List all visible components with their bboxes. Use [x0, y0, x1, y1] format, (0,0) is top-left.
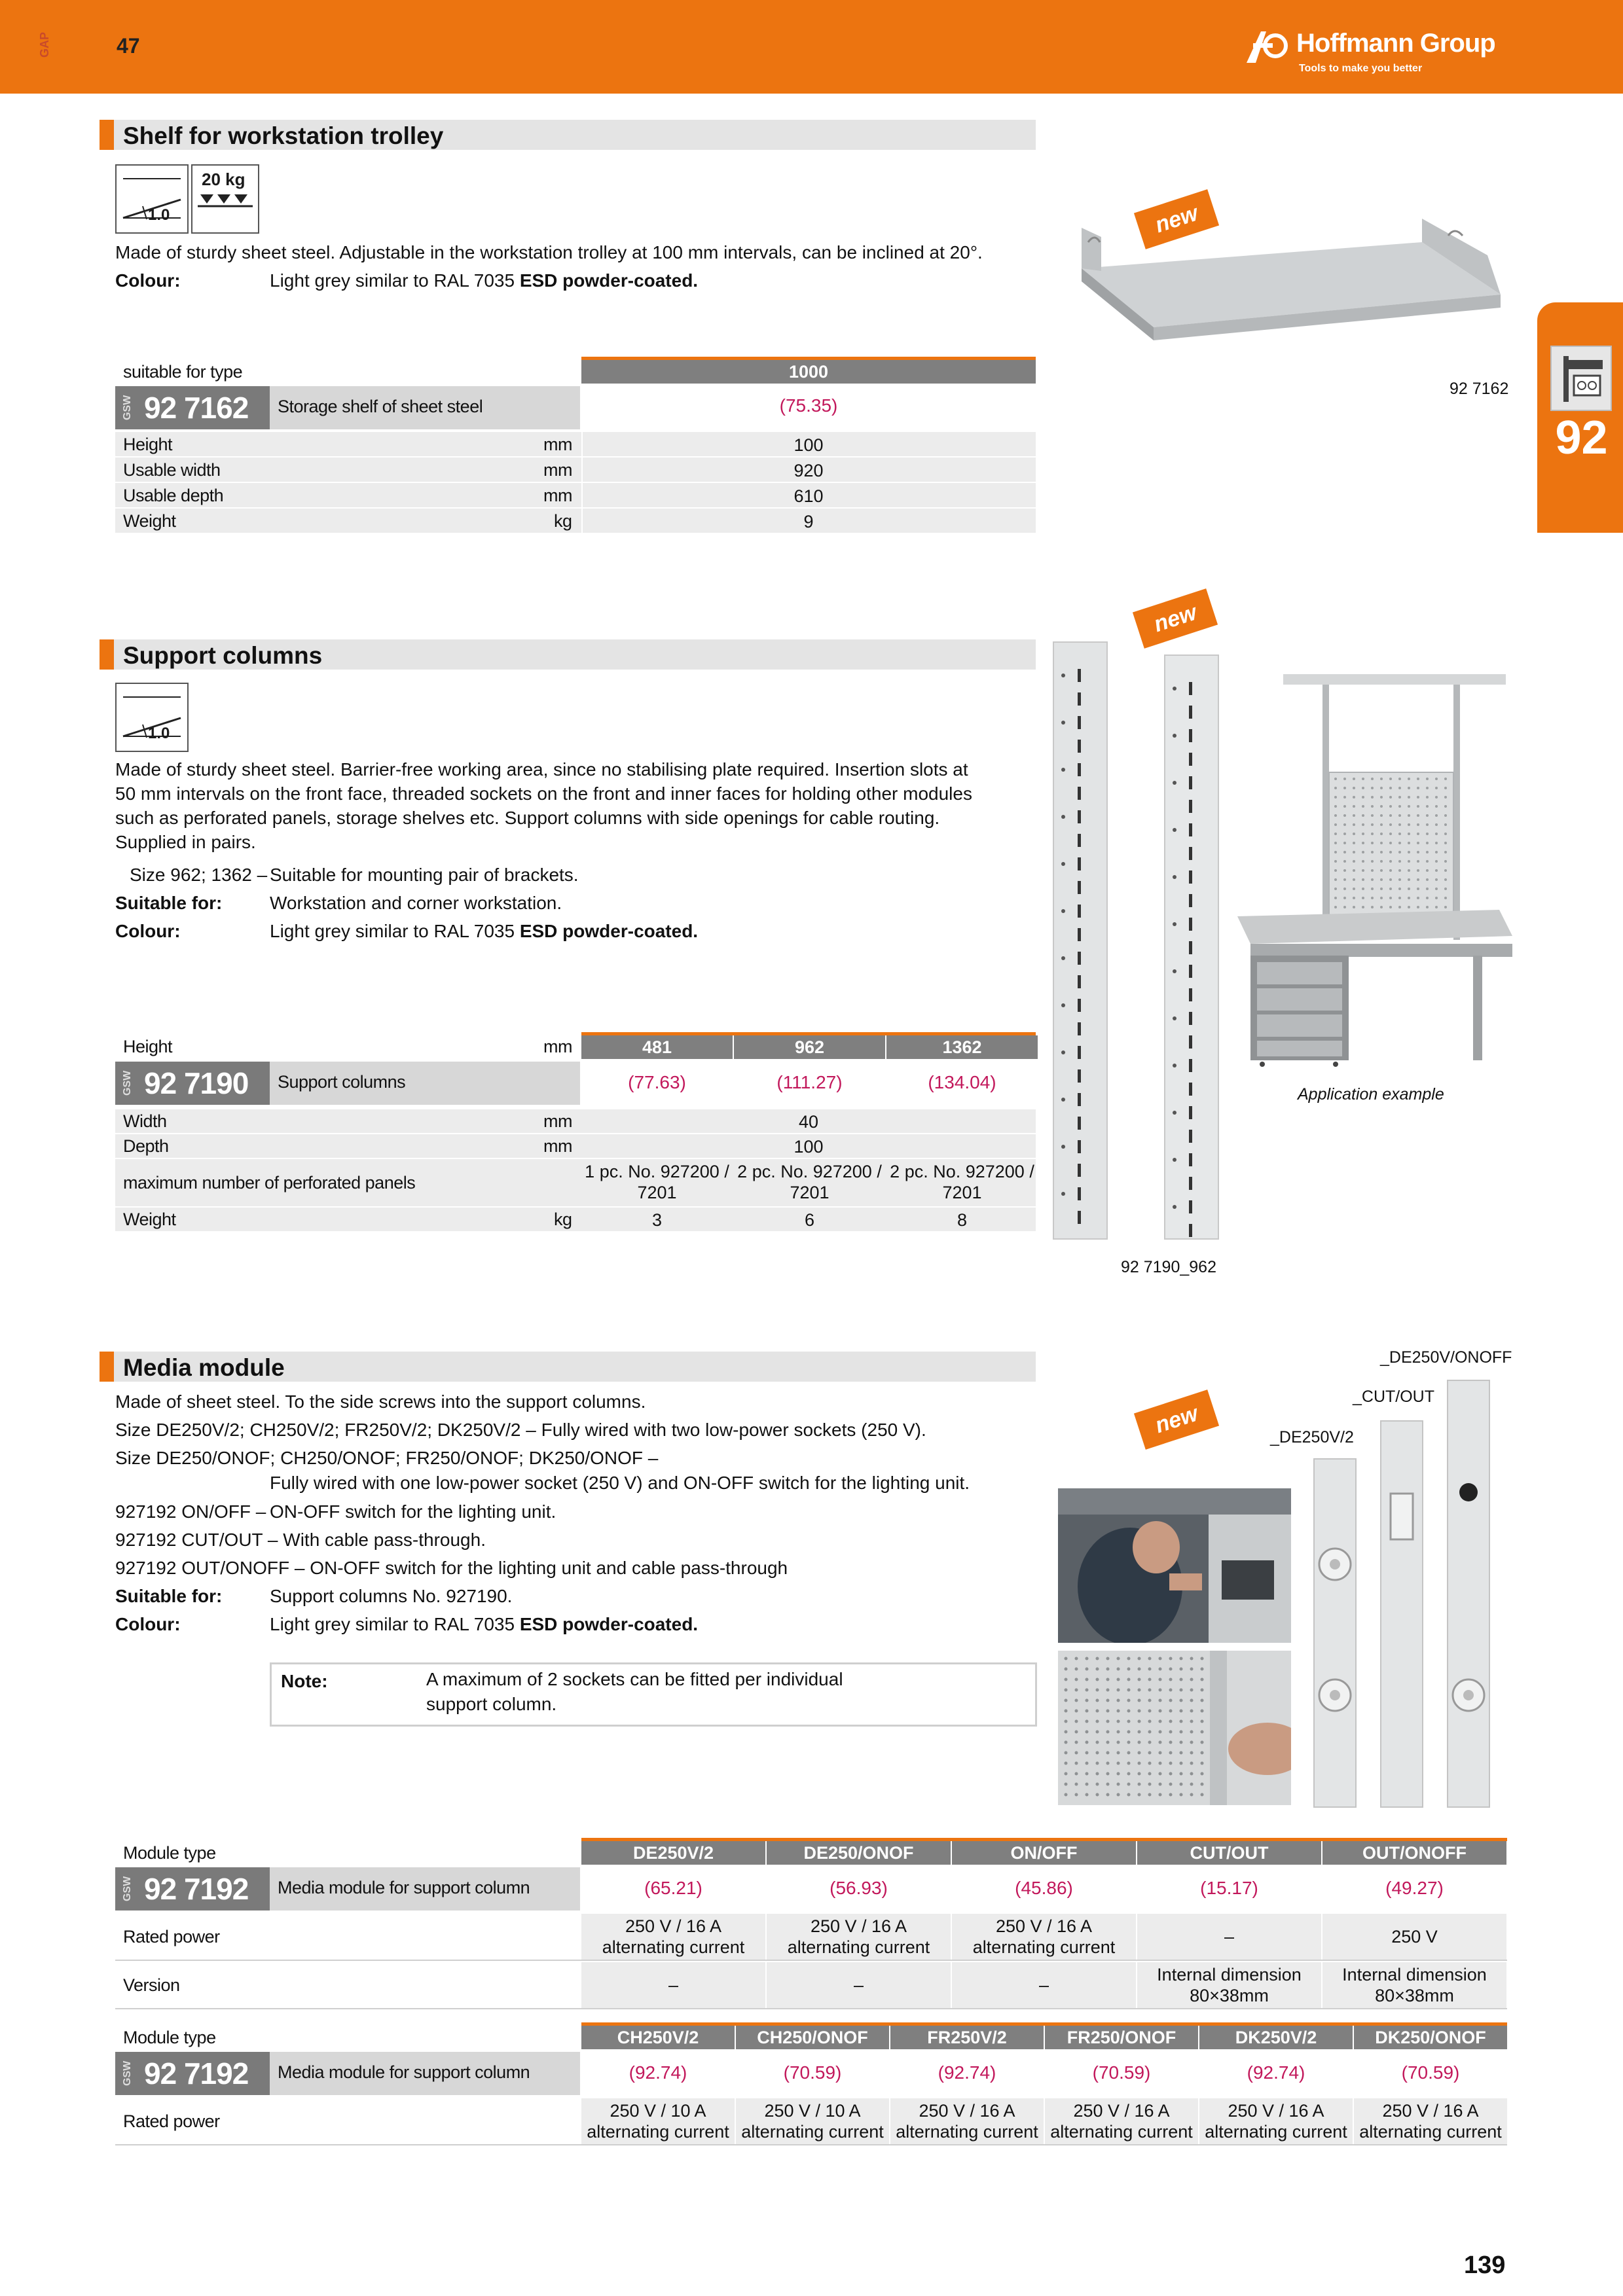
price-value: (45.86)	[1015, 1878, 1073, 1898]
note-label: Note:	[281, 1671, 328, 1691]
rated-value	[890, 2100, 1044, 2142]
application-example-image	[1231, 674, 1512, 1067]
depth-unit: mm	[543, 1136, 572, 1156]
columns-desc-line-3: such as perforated panels, storage shelves etc. Support columns with side openings for cable routing.	[115, 808, 940, 828]
size-header: 1362	[886, 1035, 1038, 1059]
price-value: (92.74)	[1247, 2062, 1305, 2083]
note-line-1: A maximum of 2 sockets can be fitted per individual	[426, 1669, 843, 1689]
media-suitable-value: Support columns No. 927190.	[270, 1586, 513, 1606]
colour-text: Light grey similar to RAL 7035	[270, 921, 520, 941]
shelf-product-image	[1055, 216, 1514, 360]
spec-unit: mm	[543, 460, 572, 480]
price-value: (56.93)	[830, 1878, 888, 1898]
brand-tagline: Tools to make you better	[1299, 63, 1423, 74]
panels-value	[886, 1161, 1038, 1203]
support-column-image-left	[1053, 641, 1108, 1240]
media-photo-bottom	[1058, 1651, 1291, 1805]
media-module-image-cut-out	[1380, 1420, 1423, 1808]
brand-logo	[1244, 20, 1519, 79]
version-value	[1137, 1964, 1321, 2006]
cell-line-1: 2 pc. No. 927200 /	[737, 1162, 882, 1181]
media-colour-value	[270, 1610, 698, 1638]
cell-line-1: 250 V / 10 A	[764, 2101, 861, 2121]
tilt-value: 1.0	[148, 206, 170, 224]
article-number: 92 7192	[144, 2056, 249, 2090]
section-title: Shelf for workstation trolley	[123, 122, 444, 149]
page-number-bottom: 139	[1464, 2251, 1506, 2279]
note-line-2: support column.	[426, 1694, 557, 1714]
new-badge: new	[1134, 1390, 1219, 1450]
module-type-header: ON/OFF	[952, 1841, 1136, 1865]
price-value: (70.59)	[783, 2062, 842, 2083]
media-opt1-value: ON-OFF switch for the lighting unit.	[270, 1501, 556, 1522]
rated-value	[736, 2100, 889, 2142]
article-desc-text: Storage shelf of sheet steel	[278, 397, 483, 416]
row-sep	[115, 2144, 1507, 2145]
cell-line-2: alternating current	[787, 1937, 930, 1957]
shelf-colour-label: Colour:	[115, 270, 181, 291]
module-type-header: FR250V/2	[890, 2026, 1044, 2049]
module-type-label: Module type	[123, 1843, 216, 1863]
chapter-number: 92	[1555, 412, 1608, 464]
columns-desc-line-4: Supplied in pairs.	[115, 832, 256, 852]
rated-label: Rated power	[123, 1927, 220, 1946]
article-number-box	[115, 1867, 270, 1910]
row-sep	[115, 2008, 1507, 2009]
cell-line-1: 250 V / 16 A	[995, 1916, 1093, 1936]
section-heading-columns	[100, 639, 1036, 670]
columns-desc-line-1: Made of sturdy sheet steel. Barrier-free working area, since no stabilising plate required. Insertion slots at	[115, 759, 968, 780]
rated-label: Rated power	[123, 2111, 220, 2131]
module-type-header: OUT/ONOFF	[1322, 1841, 1506, 1865]
module-type-header: CH250/ONOF	[736, 2026, 889, 2049]
cell-line-1: –	[853, 1975, 864, 1995]
module-type-header: CUT/OUT	[1137, 1841, 1321, 1865]
rated-value	[1322, 1926, 1506, 1947]
media-suitable-label: Suitable for:	[115, 1586, 223, 1606]
panels-value	[734, 1161, 885, 1203]
cell-line-2: alternating current	[741, 2122, 884, 2142]
heading-accent-bar	[100, 1352, 114, 1382]
cell-line-1: 250 V / 16 A	[810, 1916, 907, 1936]
section-title: Media module	[123, 1354, 285, 1381]
support-column-image-right	[1164, 655, 1219, 1240]
height-unit: mm	[543, 1037, 572, 1056]
article-description	[270, 1867, 580, 1910]
hoffmann-logo-icon	[1244, 26, 1294, 65]
width-unit: mm	[543, 1111, 572, 1131]
depth-label: Depth	[123, 1136, 169, 1156]
module-type-label: Module type	[123, 2028, 216, 2047]
spec-value: 920	[793, 461, 824, 480]
gsw-label: GSW	[122, 2060, 133, 2086]
media-opt3: 927192 OUT/ONOFF – ON-OFF switch for the lighting unit and cable pass-through	[115, 1558, 788, 1578]
spec-label: Usable width	[123, 460, 221, 480]
cell-line-2: 80×38mm	[1190, 1986, 1269, 2005]
cell-line-1: 250 V / 16 A	[1228, 2101, 1324, 2121]
cell-line-2: alternating current	[1359, 2122, 1502, 2142]
width-label: Width	[123, 1111, 167, 1131]
media-module-image-de250v-onoff	[1447, 1380, 1490, 1808]
spec-label: Weight	[123, 511, 176, 531]
cell-line-1: Internal dimension	[1157, 1965, 1302, 1984]
rated-value	[581, 1916, 765, 1958]
module-type-header: DE250V/2	[581, 1841, 765, 1865]
spec-label: Usable depth	[123, 486, 224, 505]
shelf-description: Made of sturdy sheet steel. Adjustable in the workstation trolley at 100 mm intervals, can be inclined at 20°.	[115, 242, 983, 262]
price-value: (77.63)	[628, 1072, 686, 1092]
weight-label: Weight	[123, 1210, 176, 1229]
heading-accent-bar	[100, 639, 114, 670]
tilt-icon	[115, 164, 189, 234]
module-type-header: CH250V/2	[581, 2026, 735, 2049]
article-desc-text: Media module for support column	[278, 1878, 530, 1897]
panels-label: maximum number of perforated panels	[123, 1173, 416, 1193]
version-value	[952, 1975, 1136, 1996]
load-value: 20 kg	[202, 170, 246, 189]
columns-size-label: Size 962; 1362 –	[130, 865, 268, 885]
spec-value: 100	[793, 435, 824, 455]
section-heading-media	[100, 1352, 1036, 1382]
version-label: Version	[123, 1975, 180, 1995]
price-value: (92.74)	[938, 2062, 996, 2083]
article-number-box	[115, 2052, 270, 2095]
page-number-top: 47	[117, 34, 140, 58]
rated-value	[952, 1916, 1136, 1958]
cell-line-2: alternating current	[1205, 2122, 1347, 2142]
section-heading-shelf	[100, 120, 1036, 150]
section-title: Support columns	[123, 642, 323, 669]
price-value: (49.27)	[1385, 1878, 1444, 1898]
media-indent-line: Fully wired with one low-power socket (250 V) and ON-OFF switch for the lighting unit.	[270, 1473, 970, 1493]
article-number: 92 7192	[144, 1872, 249, 1906]
columns-image-code: 92 7190_962	[1121, 1258, 1216, 1276]
spec-unit: kg	[554, 511, 572, 531]
rated-value	[1354, 2100, 1507, 2142]
cell-line-1: 2 pc. No. 927200 /	[890, 1162, 1034, 1181]
gsw-label: GSW	[122, 395, 133, 420]
weight-value: 6	[804, 1210, 815, 1230]
article-desc-text: Media module for support column	[278, 2062, 530, 2082]
brand-name: Hoffmann Group	[1296, 29, 1495, 58]
article-description	[270, 2052, 580, 2095]
media-line-2: Size DE250V/2; CH250V/2; FR250V/2; DK250V/2 – Fully wired with two low-power sockets (250 V).	[115, 1420, 926, 1440]
suitable-type-label: suitable for type	[123, 362, 243, 382]
article-desc-text: Support columns	[278, 1072, 406, 1092]
version-value	[581, 1975, 765, 1996]
media-module-image-de250v2	[1313, 1458, 1357, 1808]
columns-size-value: Suitable for mounting pair of brackets.	[270, 865, 579, 885]
weight-unit: kg	[554, 1210, 572, 1229]
module-type-header: FR250/ONOF	[1045, 2026, 1198, 2049]
media-line-3: Size DE250/ONOF; CH250/ONOF; FR250/ONOF; DK250/ONOF –	[115, 1448, 659, 1468]
cell-line-2: 80×38mm	[1375, 1986, 1454, 2005]
cell-line-2: 7201	[942, 1183, 982, 1202]
rated-value	[767, 1916, 951, 1958]
note-box	[270, 1662, 1037, 1727]
spec-value: 610	[793, 486, 824, 506]
new-badge: new	[1134, 189, 1219, 249]
weight-value: 8	[957, 1210, 968, 1230]
article-number: 92 7162	[144, 391, 249, 425]
shelf-colour-value	[270, 266, 698, 295]
columns-desc-line-2: 50 mm intervals on the front face, threaded sockets on the front and inner faces for holding other modules	[115, 783, 972, 804]
article-description	[270, 1062, 580, 1105]
load-icon	[191, 164, 259, 234]
cell-line-1: 250 V	[1391, 1927, 1438, 1946]
cell-line-2: 7201	[637, 1183, 677, 1202]
image-label-de250v-onoff: _DE250V/ONOFF	[1380, 1348, 1512, 1367]
type-header-1000: 1000	[581, 360, 1036, 384]
tilt-value: 1.0	[148, 725, 170, 742]
colour-bold: ESD powder-coated.	[519, 921, 699, 941]
cell-line-1: 250 V / 16 A	[1382, 2101, 1479, 2121]
image-label-de250v2: _DE250V/2	[1270, 1428, 1354, 1446]
cell-line-1: 250 V / 10 A	[610, 2101, 706, 2121]
media-photo-top	[1058, 1488, 1291, 1643]
image-label-cut-out: _CUT/OUT	[1353, 1388, 1434, 1406]
colour-text: Light grey similar to RAL 7035	[270, 270, 520, 291]
article-number: 92 7190	[144, 1066, 249, 1100]
height-label: Height	[123, 1037, 173, 1056]
application-example-caption: Application example	[1298, 1085, 1444, 1103]
cell-line-1: 250 V / 16 A	[625, 1916, 722, 1936]
size-header: 962	[734, 1035, 885, 1059]
media-colour-label: Colour:	[115, 1614, 181, 1634]
columns-colour-value	[270, 917, 698, 945]
colour-bold: ESD powder-coated.	[519, 1614, 699, 1634]
shelf-image-code: 92 7162	[1450, 380, 1509, 398]
gap-code: GAP	[38, 31, 51, 58]
cell-line-1: 1 pc. No. 927200 /	[585, 1162, 729, 1181]
media-opt1-label: 927192 ON/OFF –	[115, 1501, 266, 1522]
spec-unit: mm	[543, 435, 572, 454]
cell-line-1: 250 V / 16 A	[919, 2101, 1015, 2121]
cell-line-2: alternating current	[1050, 2122, 1193, 2142]
article-number-box	[115, 386, 270, 429]
price-value: (65.21)	[644, 1878, 702, 1898]
version-value	[1322, 1964, 1506, 2006]
colour-text: Light grey similar to RAL 7035	[270, 1614, 520, 1634]
cell-line-1: Internal dimension	[1342, 1965, 1487, 1984]
weight-value: 3	[651, 1210, 663, 1230]
gsw-label: GSW	[122, 1070, 133, 1096]
cell-line-1: –	[1038, 1975, 1049, 1995]
price-value: (111.27)	[776, 1072, 843, 1092]
panels-value	[581, 1161, 733, 1203]
cell-line-1: –	[1224, 1927, 1235, 1946]
article-number-box	[115, 1062, 270, 1105]
heading-accent-bar	[100, 120, 114, 150]
price-value: (70.59)	[1092, 2062, 1151, 2083]
cell-line-2: alternating current	[602, 1937, 745, 1957]
price-value: (15.17)	[1200, 1878, 1258, 1898]
new-badge: new	[1133, 588, 1218, 649]
rated-value	[1045, 2100, 1198, 2142]
cell-line-1: 250 V / 16 A	[1073, 2101, 1170, 2121]
gsw-label: GSW	[122, 1876, 133, 1901]
spec-label: Height	[123, 435, 173, 454]
cell-line-2: alternating current	[972, 1937, 1116, 1957]
cell-line-2: alternating current	[587, 2122, 729, 2142]
rated-value	[1137, 1926, 1321, 1947]
article-description	[270, 386, 580, 429]
row-sep	[115, 1231, 1036, 1232]
workstation-module-icon	[1550, 346, 1612, 411]
spec-value: 9	[803, 512, 814, 531]
spec-unit: mm	[543, 486, 572, 505]
module-type-header: DK250/ONOF	[1354, 2026, 1507, 2049]
depth-value: 100	[793, 1137, 824, 1157]
cell-line-1: –	[668, 1975, 679, 1995]
module-type-header: DK250V/2	[1199, 2026, 1353, 2049]
version-value	[767, 1975, 951, 1996]
module-type-header: DE250/ONOF	[767, 1841, 951, 1865]
media-opt2: 927192 CUT/OUT – With cable pass-through.	[115, 1530, 486, 1550]
price-value: (70.59)	[1401, 2062, 1460, 2083]
rated-value	[581, 2100, 735, 2142]
price-value: (134.04)	[928, 1072, 996, 1092]
price-value: (92.74)	[629, 2062, 687, 2083]
rated-value	[1199, 2100, 1353, 2142]
colour-bold: ESD powder-coated.	[519, 270, 699, 291]
cell-line-2: alternating current	[896, 2122, 1038, 2142]
width-value: 40	[798, 1112, 819, 1132]
size-header: 481	[581, 1035, 733, 1059]
cell-line-2: 7201	[790, 1183, 830, 1202]
media-line-1: Made of sheet steel. To the side screws into the support columns.	[115, 1391, 646, 1412]
price-1000: (75.35)	[779, 395, 838, 416]
row-sep	[115, 1960, 1507, 1961]
columns-suitable-label: Suitable for:	[115, 893, 223, 913]
tilt-icon	[115, 683, 189, 752]
columns-suitable-value: Workstation and corner workstation.	[270, 893, 562, 913]
columns-colour-label: Colour:	[115, 921, 181, 941]
